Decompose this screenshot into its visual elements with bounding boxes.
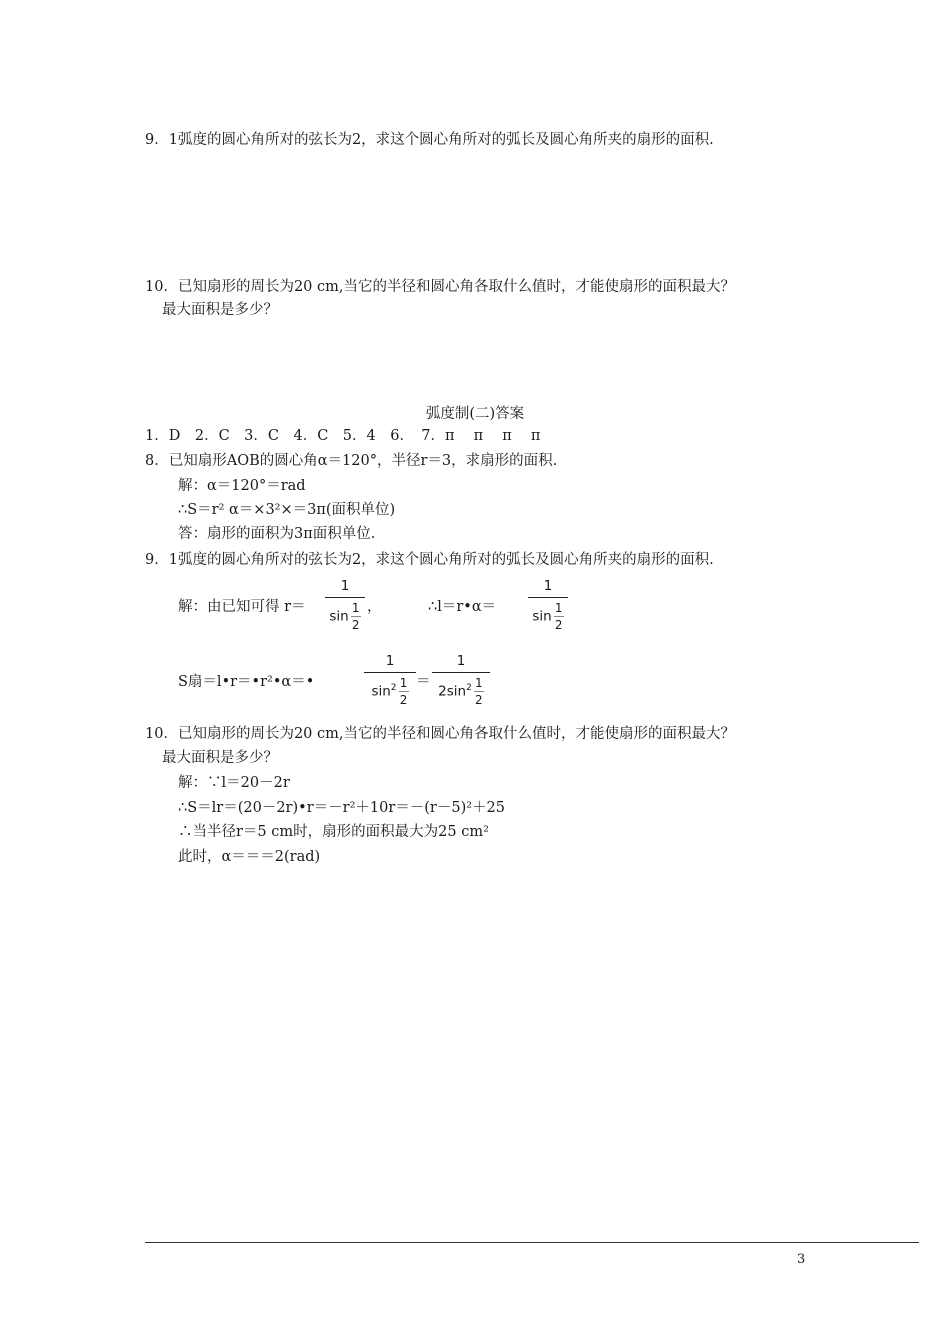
answer-9-arc-prefix: ∴l＝r•α＝	[428, 599, 497, 615]
question-10-line1: 10．已知扇形的周长为20 cm,当它的半径和圆心角各取什么值时，才能使扇形的面积最大？	[145, 279, 735, 295]
answer-10-question-line2: 最大面积是多少？	[162, 750, 278, 766]
sin-label: sin	[371, 683, 391, 700]
page-number: 3	[797, 1252, 806, 1267]
fraction-denominator	[325, 601, 365, 632]
half-fraction: $\frac{1}{2}$	[475, 676, 483, 707]
answer-title: 弧度制(二)答案	[425, 406, 525, 422]
answer-10-question-line1: 10．已知扇形的周长为20 cm,当它的半径和圆心角各取什么值时，才能使扇形的面积最大？	[145, 726, 735, 742]
half-fraction: $\frac{1}{2}$	[554, 601, 563, 632]
half-fraction: $\frac{1}{2}$	[351, 601, 360, 632]
fraction-numerator: 1	[340, 578, 350, 594]
fraction-numerator: 1	[456, 653, 466, 669]
half-fraction: $\frac{1}{2}$	[399, 676, 408, 707]
answer-9-question: 9．1弧度的圆心角所对的弦长为2，求这个圆心角所对的弧长及圆心角所夹的扇形的面积.	[145, 552, 714, 568]
answer-8-solution-1: 解：α＝120°＝rad	[178, 478, 306, 494]
fraction-denominator	[432, 676, 490, 707]
answer-8-question: 8．已知扇形AOB的圆心角α＝120°，半径r＝3，求扇形的面积.	[145, 453, 558, 469]
fraction-denominator	[528, 601, 568, 632]
two-sin-label: 2sin	[438, 683, 467, 700]
question-9: 9．1弧度的圆心角所对的弦长为2，求这个圆心角所对的弧长及圆心角所夹的扇形的面积.	[145, 132, 714, 148]
answer-9-area-prefix: S扇＝l•r＝•r²•α＝•	[178, 674, 315, 690]
answer-10-solution-1: 解：∵l＝20－2r	[178, 775, 290, 791]
sin-label: sin	[329, 608, 349, 625]
fraction-numerator: 1	[385, 653, 395, 669]
answer-10-solution-4: 此时，α＝＝＝2(rad)	[178, 849, 321, 865]
arc-fraction	[528, 577, 568, 632]
answer-9-comma: ，	[367, 599, 382, 615]
footer-divider	[145, 1242, 919, 1243]
area-equals: ＝	[416, 674, 431, 690]
radius-fraction	[325, 577, 365, 632]
fraction-bar	[432, 672, 490, 673]
fraction-bar	[528, 597, 568, 598]
question-10-line2: 最大面积是多少？	[162, 302, 278, 318]
answer-10-solution-3: ∴当半径r＝5 cm时，扇形的面积最大为25 cm²	[178, 824, 489, 840]
answer-9-radius-prefix: 解：由已知可得 r＝	[178, 599, 306, 615]
answer-8-solution-2: ∴S＝r² α＝×3²×＝3π(面积单位)	[178, 502, 396, 518]
square-exponent: 2	[390, 683, 397, 693]
fraction-denominator	[364, 676, 416, 707]
sin-label: sin	[532, 608, 552, 625]
area-fraction-1	[364, 652, 416, 707]
area-fraction-2	[432, 652, 490, 707]
fraction-bar	[364, 672, 416, 673]
fraction-bar	[325, 597, 365, 598]
answer-10-solution-2: ∴S＝lr＝(20－2r)•r＝－r²＋10r＝－(r－5)²＋25	[178, 800, 505, 816]
answers-line: 1．D 2．C 3．C 4．C 5．4 6． 7．π π π π	[145, 428, 541, 444]
fraction-numerator: 1	[543, 578, 553, 594]
square-exponent: 2	[466, 683, 472, 693]
answer-8-solution-3: 答：扇形的面积为3π面积单位.	[178, 526, 376, 542]
